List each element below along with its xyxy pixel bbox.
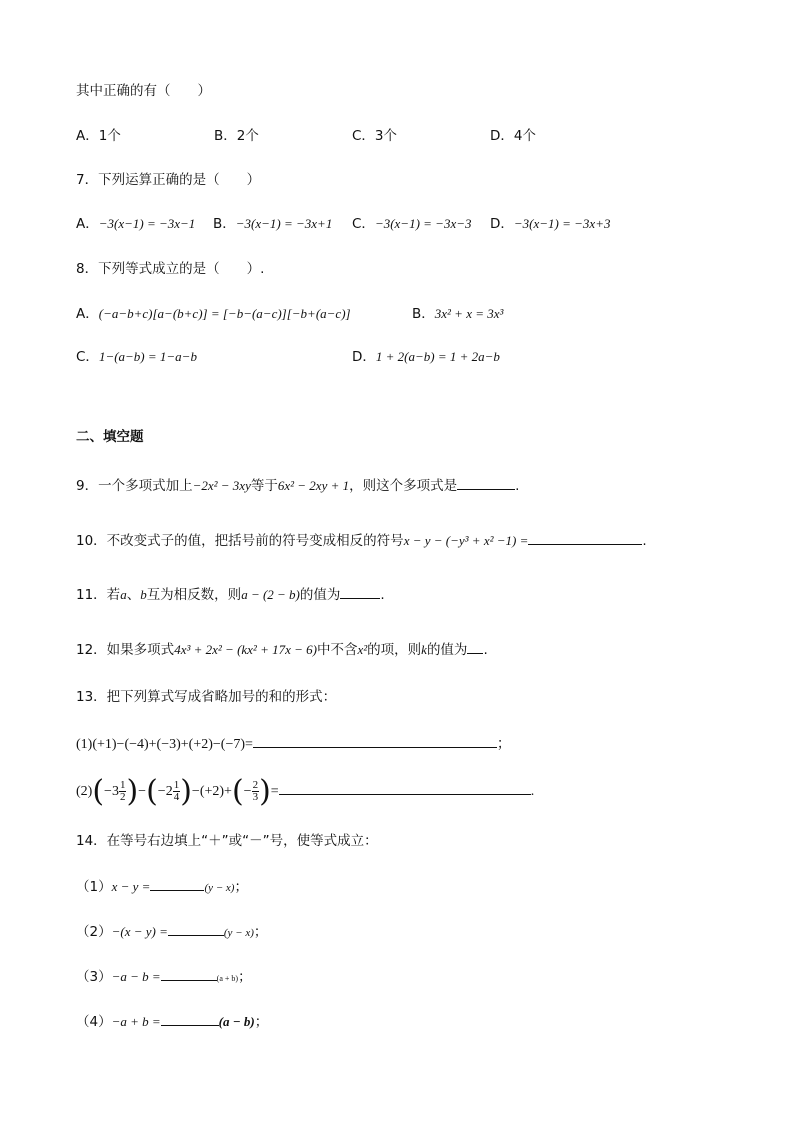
q13-part2-blank[interactable] <box>279 780 531 795</box>
q13-f3-whole: − <box>243 784 252 799</box>
q14-item-4-end: ； <box>254 1014 269 1030</box>
q6-option-d: D．4个 <box>490 128 536 144</box>
q14-item-2-blank[interactable] <box>168 921 224 936</box>
q14-item-1-blank[interactable] <box>150 876 204 891</box>
q8-option-d-expr: 1 + 2(a−b) = 1 + 2a−b <box>375 349 500 364</box>
q13-stem: 13．把下列算式写成省略加号的和的形式： <box>76 689 337 705</box>
q7-option-a-expr: −3(x−1) = −3x−1 <box>98 216 196 231</box>
q8-option-a <box>76 305 351 323</box>
q7-option-b <box>213 215 332 233</box>
q13-part1-expr: (1)(+1)−(−4)+(−3)+(+2)−(−7)= <box>76 737 253 752</box>
q14-item-3-no: （3） <box>76 969 112 985</box>
q8-option-a-label: A． <box>76 306 99 322</box>
q14-item-3-rhs: (a + b) <box>216 974 239 983</box>
q7-option-d-label: D． <box>490 216 514 232</box>
q8-stem: 8．下列等式成立的是（ ）. <box>76 261 265 277</box>
q7-option-a <box>76 215 195 233</box>
q14-item-2-no: （2） <box>76 924 112 940</box>
q8-option-c <box>76 348 197 366</box>
q8-option-b <box>412 305 503 323</box>
q13-part1-end: ； <box>496 737 511 752</box>
q12-post: 的值为 <box>426 642 468 658</box>
q7-stem: 7．下列运算正确的是（ ） <box>76 172 261 188</box>
q8-option-d-label: D． <box>352 349 376 365</box>
q13-part1-blank[interactable] <box>253 733 497 748</box>
q8-option-b-label: B． <box>412 306 435 322</box>
q12-answer-blank[interactable] <box>467 639 483 654</box>
q12-end: . <box>483 642 488 658</box>
q7-option-d <box>490 215 610 233</box>
q9-expr1: −2x² − 3xy <box>192 478 251 493</box>
q11-end: . <box>380 587 385 603</box>
q7-option-b-expr: −3(x−1) = −3x+1 <box>235 216 333 231</box>
q7-option-d-expr: −3(x−1) = −3x+3 <box>513 216 611 231</box>
q13-f1-whole: −3 <box>104 784 119 799</box>
q13-equals: = <box>270 784 279 799</box>
q14-item-2 <box>76 921 267 942</box>
q11-var-a: a <box>120 587 127 602</box>
q13-fraction-3: $\frac{2}{3}$ <box>252 779 259 804</box>
q10-pre: 10．不改变式子的值，把括号前的符号变成相反的符号 <box>76 533 404 549</box>
q12-line <box>76 639 488 659</box>
q11-mid: 互为相反数，则 <box>146 587 242 603</box>
q14-item-1-no: （1） <box>76 879 112 895</box>
q11-expr: a − (2 − b) <box>241 587 300 602</box>
q8-option-c-label: C． <box>76 349 99 365</box>
q12-pre: 12．如果多项式 <box>76 642 175 658</box>
q7-option-c-expr: −3(x−1) = −3x−3 <box>374 216 472 231</box>
q13-mid: −(+2)+ <box>191 784 232 799</box>
q14-item-1-lhs: x − y = <box>111 879 151 894</box>
q11-sep: 、 <box>126 587 141 603</box>
q12-var-k: k <box>421 642 427 657</box>
q8-option-a-expr: (−a−b+c)[a−(b+c)] = [−b−(a−c)][−b+(a−c)] <box>98 306 351 321</box>
section-title-fill-in: 二、填空题 <box>76 429 144 445</box>
q13-part2: (2)(−3 $\frac{1}{2}$ )−(−2 $\frac{1}{4}$ )−(+2)+(− $\frac{2}{3}$ )= . <box>76 773 535 809</box>
q9-post: ，则这个多项式是 <box>349 478 458 494</box>
q13-part2-end: . <box>530 784 535 799</box>
q6-option-b: B．2个 <box>214 128 259 144</box>
q8-option-b-expr: 3x² + x = 3x³ <box>434 306 504 321</box>
q8-option-d <box>352 348 500 366</box>
q10-line <box>76 530 647 550</box>
q14-item-4 <box>76 1011 268 1031</box>
q13-fraction-2: $\frac{1}{4}$ <box>173 779 180 804</box>
q6-option-c: C．3个 <box>352 128 398 144</box>
q12-mid2: 的项，则 <box>367 642 422 658</box>
q10-end: . <box>642 533 647 549</box>
q11-var-b: b <box>140 587 147 602</box>
q14-item-2-lhs: −(x − y) = <box>111 924 168 939</box>
q12-term: x² <box>357 642 368 657</box>
q7-option-b-label: B． <box>213 216 236 232</box>
q12-mid: 中不含 <box>316 642 358 658</box>
q13-part1 <box>76 733 511 754</box>
q14-item-3 <box>76 966 252 988</box>
q11-line <box>76 584 385 604</box>
q14-item-3-end: ； <box>238 969 252 985</box>
q6-tail-text: 其中正确的有（ ） <box>76 83 211 99</box>
q14-item-3-blank[interactable] <box>161 966 217 981</box>
q14-item-4-blank[interactable] <box>161 1011 219 1026</box>
q14-item-2-end: ； <box>253 924 268 940</box>
q11-pre: 11．若 <box>76 587 121 603</box>
q14-item-1-end: ； <box>234 879 248 895</box>
q14-item-2-rhs: (y − x) <box>223 927 254 939</box>
q14-item-3-lhs: −a − b = <box>111 969 161 984</box>
q7-option-c-label: C． <box>352 216 375 232</box>
q14-item-1 <box>76 876 248 897</box>
q9-mid: 等于 <box>250 478 278 494</box>
q13-minus: − <box>138 784 147 799</box>
q9-answer-blank[interactable] <box>457 475 515 490</box>
q9-end: . <box>515 478 520 494</box>
q10-answer-blank[interactable] <box>528 530 642 545</box>
q13-f2-whole: −2 <box>157 784 173 799</box>
q9-pre: 9．一个多项式加上 <box>76 478 193 494</box>
q7-option-c <box>352 215 472 233</box>
q13-part2-prefix: (2) <box>76 784 93 799</box>
q8-option-c-expr: 1−(a−b) = 1−a−b <box>98 349 197 364</box>
q7-option-a-label: A． <box>76 216 99 232</box>
q9-expr2: 6x² − 2xy + 1 <box>277 478 350 493</box>
q9-line <box>76 475 519 495</box>
q12-expr: 4x³ + 2x² − (kx² + 17x − 6) <box>174 642 317 657</box>
q11-post: 的值为 <box>299 587 341 603</box>
q6-option-a: A．1个 <box>76 128 121 144</box>
q11-answer-blank[interactable] <box>340 584 380 599</box>
q14-item-4-no: （4） <box>76 1014 112 1030</box>
q13-fraction-1: $\frac{1}{2}$ <box>119 779 126 804</box>
q14-stem: 14．在等号右边填上“＋”或“－”号，使等式成立： <box>76 833 378 849</box>
q10-expr: x − y − (−y³ + x² −1) = <box>403 533 529 548</box>
q14-item-4-lhs: −a + b = <box>111 1014 161 1029</box>
q14-item-1-rhs: (y − x) <box>204 882 235 894</box>
q14-item-4-rhs: (a − b) <box>218 1014 255 1029</box>
